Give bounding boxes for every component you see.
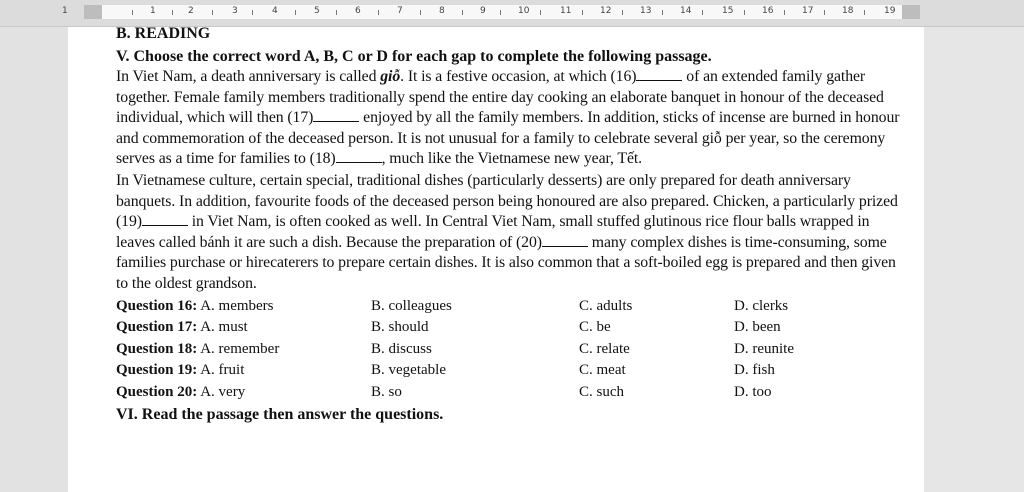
passage-keyword: giỗ xyxy=(380,68,401,85)
question-row xyxy=(116,384,854,406)
option-c: C. adults xyxy=(579,297,633,314)
passage-text: In Viet Nam, a death anniversary is called xyxy=(116,68,381,85)
ruler-number: 2 xyxy=(188,6,194,16)
ruler-tick xyxy=(864,10,865,15)
ruler-number: 11 xyxy=(560,6,572,16)
option-a: A. fruit xyxy=(200,362,245,379)
ruler-tick xyxy=(622,10,623,15)
ruler-tick xyxy=(540,10,541,15)
passage-text: in Viet Nam, is often cooked as well. In Central Viet Nam, small stuffed glutinous rice flour balls wrapped in leaves called bánh it are such a dish. Because the preparation of (20) xyxy=(116,213,870,251)
ruler-number: 3 xyxy=(232,6,238,16)
passage-text: . It is a festive occasion, at which (16) xyxy=(400,68,637,85)
question-row xyxy=(116,319,854,341)
ruler-number: 15 xyxy=(722,6,734,16)
passage-paragraph-2 xyxy=(116,171,906,295)
document-content[interactable] xyxy=(116,24,906,425)
left-indent-marker[interactable] xyxy=(84,5,102,19)
question-label: Question 19: xyxy=(116,362,198,379)
ruler-tick xyxy=(295,10,296,15)
option-a: A. remember xyxy=(200,340,280,357)
ruler-number: 9 xyxy=(480,6,486,16)
ruler-tick xyxy=(500,10,501,15)
section-title: B. READING xyxy=(116,25,211,42)
ruler-tick xyxy=(702,10,703,15)
option-c: C. such xyxy=(579,383,624,400)
option-d: D. been xyxy=(734,319,781,336)
option-b: B. vegetable xyxy=(371,362,446,379)
gap-19-blank xyxy=(142,212,188,226)
ruler-tick xyxy=(582,10,583,15)
option-d: D. clerks xyxy=(734,297,789,314)
ruler-tick xyxy=(172,10,173,15)
option-d: D. fish xyxy=(734,362,775,379)
ruler-number: 12 xyxy=(600,6,612,16)
ruler-active-area xyxy=(100,5,920,19)
option-b: B. so xyxy=(371,383,402,400)
gap-18-blank xyxy=(336,149,382,163)
ruler-tick xyxy=(462,10,463,15)
option-c: C. be xyxy=(579,319,611,336)
passage-text: enjoyed by all the family members. In addition, sticks of incense are burned in honour and commemoration of the deceased person. It is not unusual for a family to celebrate several giỗ per year, so the ceremony serves as a time for families to (18) xyxy=(116,109,900,168)
ruler-number: 5 xyxy=(314,6,320,16)
ruler-number: 4 xyxy=(272,6,278,16)
questions-table xyxy=(116,298,854,406)
passage-text: many complex dishes is time-consuming, some families purchase or hirecaterers to prepare certain dishes. It is also common that a soft-boiled egg is prepared and then given to the oldest grandson. xyxy=(116,233,896,292)
part6-instruction: VI. Read the passage then answer the questions. xyxy=(116,406,444,424)
question-label: Question 20: xyxy=(116,383,198,400)
option-d: D. reunite xyxy=(734,340,794,357)
ruler-tick xyxy=(212,10,213,15)
question-label: Question 18: xyxy=(116,340,198,357)
gap-16-blank xyxy=(636,67,682,81)
ruler-tick xyxy=(132,10,133,15)
option-b: B. should xyxy=(371,319,429,336)
ruler-number: 17 xyxy=(802,6,814,16)
ruler-number: 19 xyxy=(884,6,896,16)
left-margin-area xyxy=(0,0,68,492)
ruler-number: 18 xyxy=(842,6,854,16)
option-a: A. must xyxy=(200,319,248,336)
ruler-tick xyxy=(744,10,745,15)
ruler-number: 6 xyxy=(355,6,361,16)
option-a: A. members xyxy=(200,297,274,314)
option-b: B. colleagues xyxy=(371,297,452,314)
passage-text: of an extended family gather together. Female family members traditionally spend the entire day cooking an elaborate banquet in honour of the deceased individual, which will then (17) xyxy=(116,68,884,127)
part5-instruction: V. Choose the correct word A, B, C or D for each gap to complete the following passage. xyxy=(116,48,712,65)
right-indent-marker[interactable] xyxy=(902,5,920,19)
question-label: Question 16: xyxy=(116,297,198,314)
gap-17-blank xyxy=(313,108,359,122)
ruler-tick xyxy=(784,10,785,15)
right-margin-area xyxy=(924,0,1024,492)
gap-20-blank xyxy=(542,233,588,247)
ruler-tick xyxy=(662,10,663,15)
option-a: A. very xyxy=(200,383,246,400)
ruler-number: 13 xyxy=(640,6,652,16)
option-d: D. too xyxy=(734,383,772,400)
question-row xyxy=(116,298,854,320)
ruler-number: 1 xyxy=(150,6,156,16)
ruler-number: 14 xyxy=(680,6,692,16)
passage-paragraph-1 xyxy=(116,67,906,170)
passage-text: In Vietnamese culture, certain special, traditional dishes (particularly desserts) are only prepared for death anniversary banquets. In addition, favourite foods of the deceased person being honoured are also prepared. Chicken, a particularly prized (19) xyxy=(116,171,898,231)
ruler-tick xyxy=(824,10,825,15)
option-c: C. relate xyxy=(579,340,630,357)
question-row xyxy=(116,341,854,363)
option-b: B. discuss xyxy=(371,340,432,357)
ruler-tick xyxy=(378,10,379,15)
ruler-number: 8 xyxy=(439,6,445,16)
ruler-tick xyxy=(252,10,253,15)
question-label: Question 17: xyxy=(116,319,198,336)
horizontal-ruler[interactable] xyxy=(0,0,1024,27)
ruler-tick xyxy=(336,10,337,15)
question-row xyxy=(116,362,854,384)
ruler-number: 1 xyxy=(62,6,68,16)
ruler-number: 10 xyxy=(518,6,530,16)
option-c: C. meat xyxy=(579,362,626,379)
ruler-number: 7 xyxy=(397,6,403,16)
passage-text: , much like the Vietnamese new year, Tết. xyxy=(381,150,643,168)
ruler-tick xyxy=(420,10,421,15)
ruler-number: 16 xyxy=(762,6,774,16)
